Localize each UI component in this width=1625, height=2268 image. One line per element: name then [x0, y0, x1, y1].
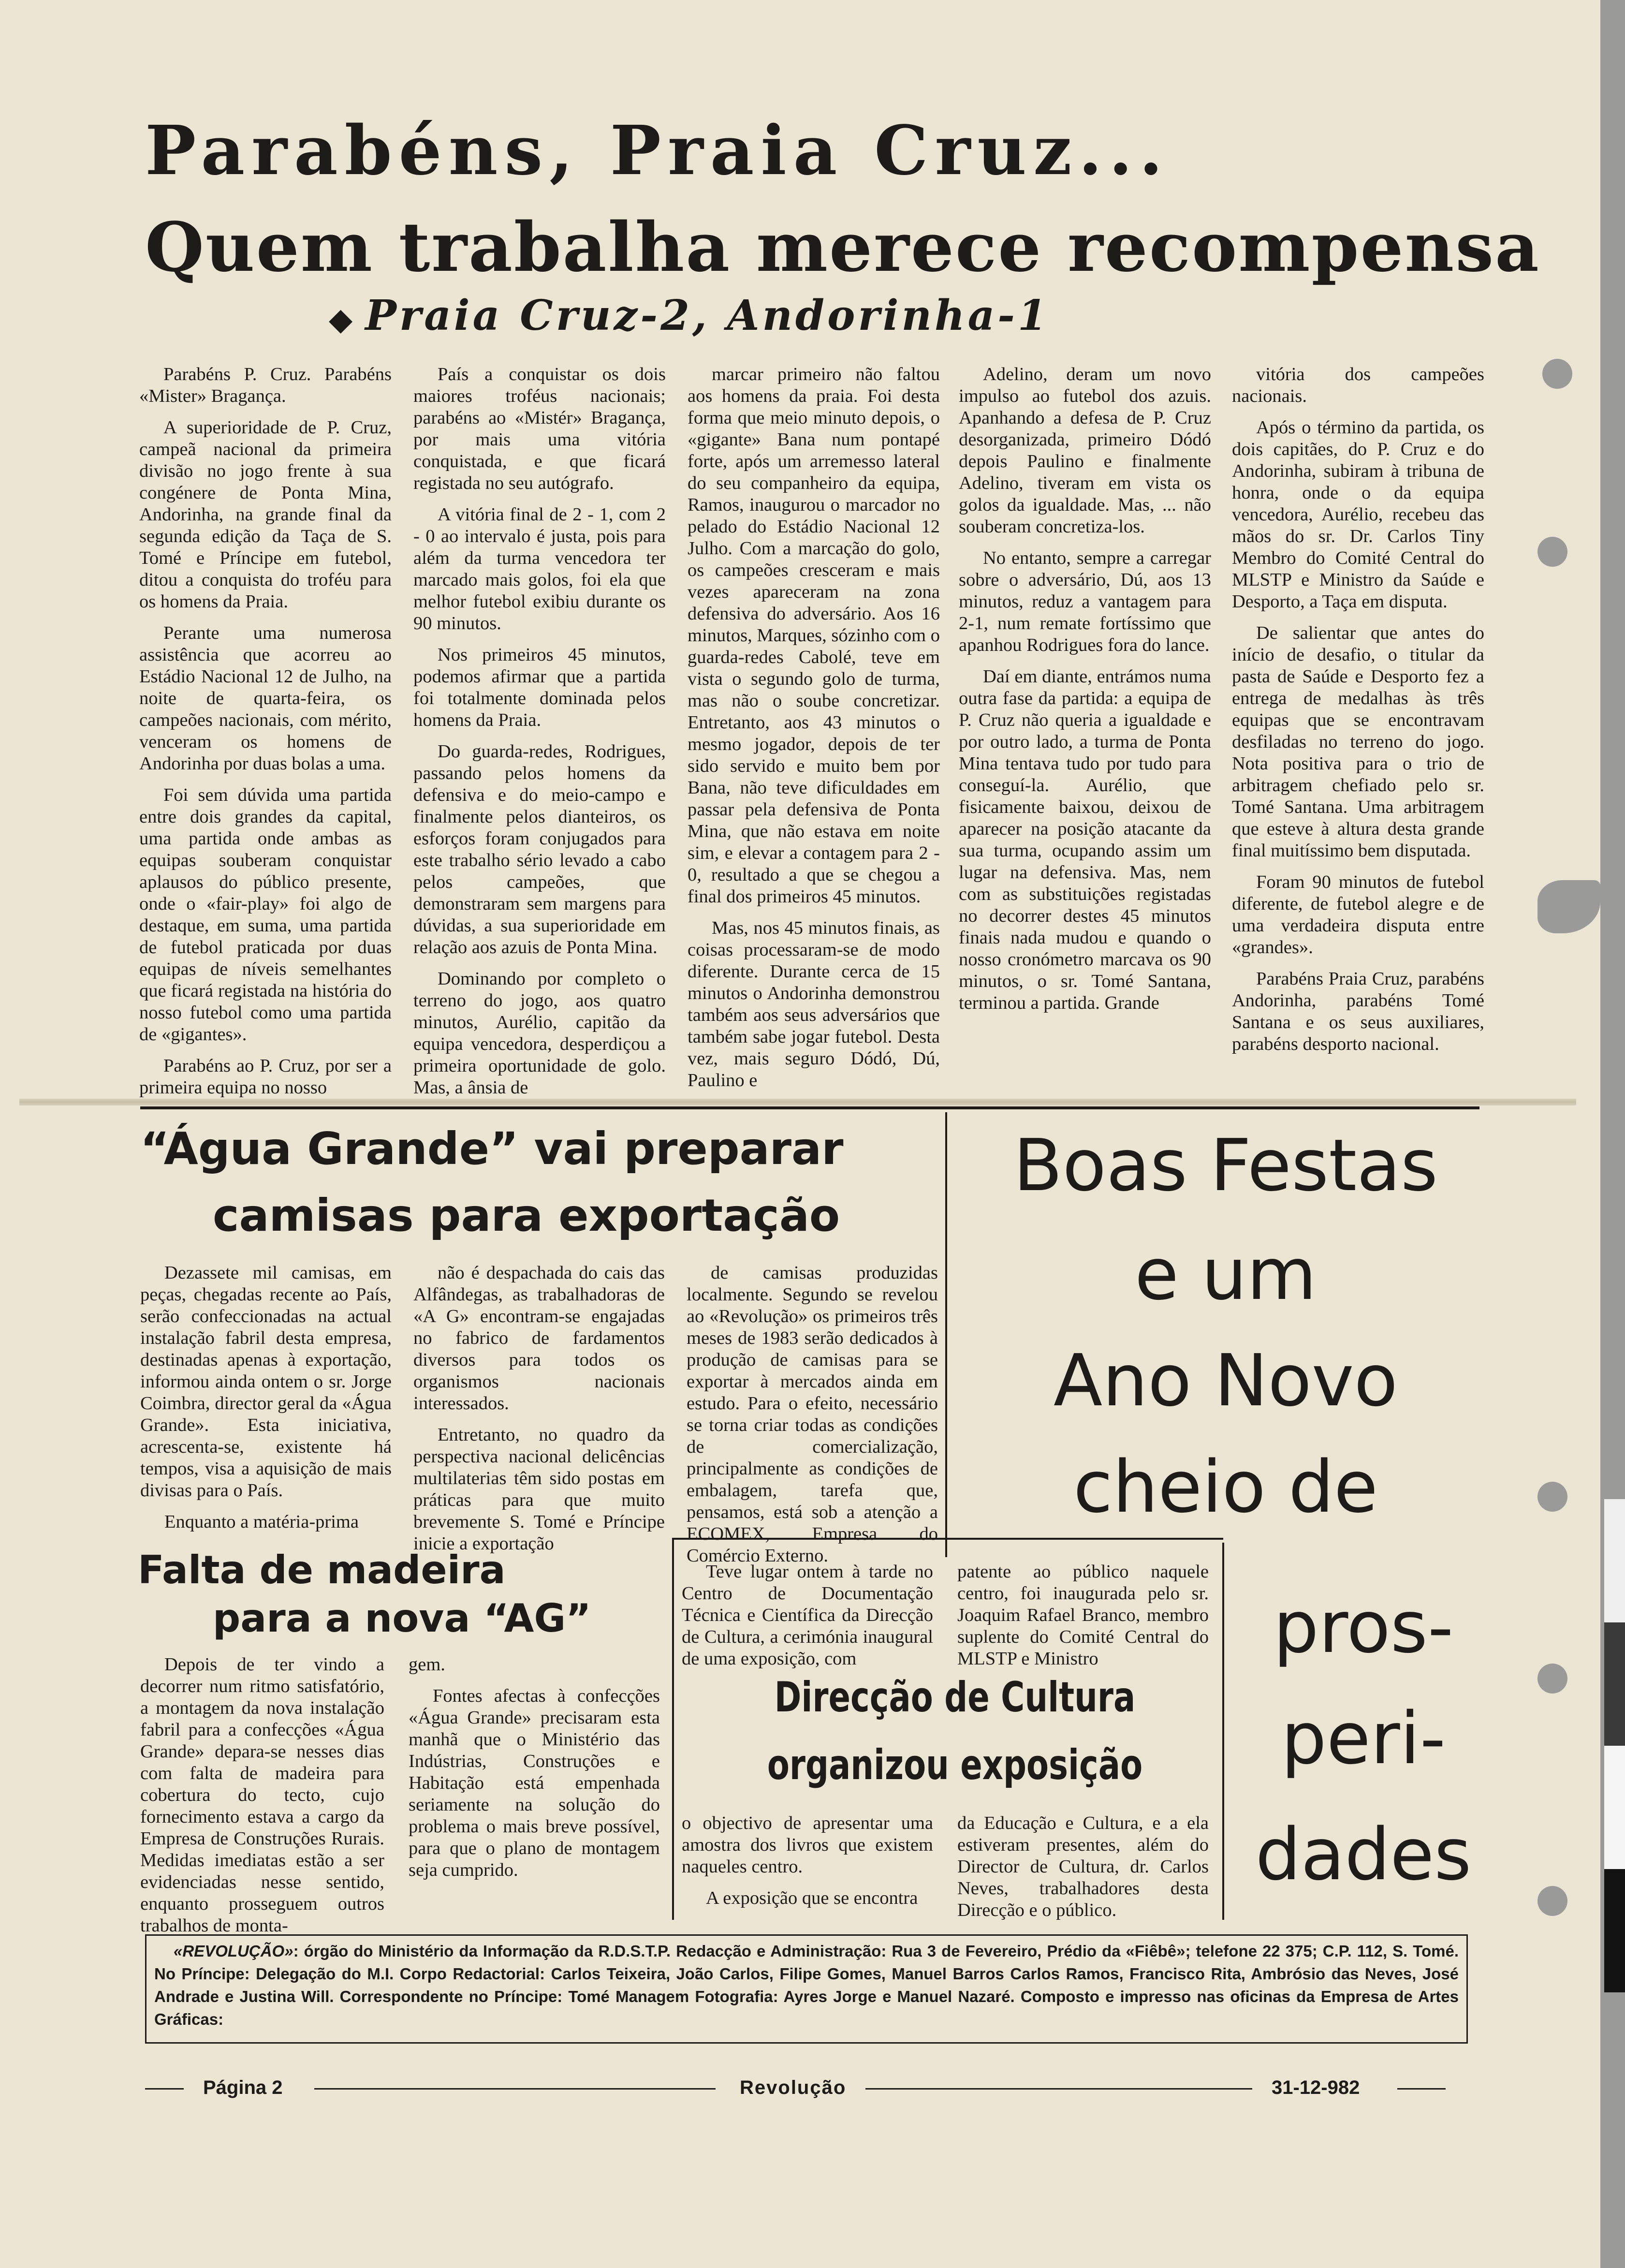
paragraph: Entretanto, no quadro da perspectiva nacional delicências multilaterias têm sido postas em práticas para que muito brevemente S. Tomé e Príncipe inicie a exportação — [413, 1425, 665, 1554]
article1-column3 — [688, 364, 940, 1101]
paragraph: Do guarda-redes, Rodrigues, passando pelos homens da defensiva e do meio-campo e finalmente pelos dianteiros, os esforços foram conjugados para este trabalho sério levado a cabo pelos campeões, que demonstraram sem margens para dúvidas, a sua superioridade em relação aos azuis de Ponta Mina. — [413, 741, 666, 957]
masthead-name: «REVOLUÇÃO» — [174, 1942, 293, 1960]
article2-title-line1: “Água Grande” vai preparar — [140, 1123, 844, 1175]
punch-hole — [1537, 1886, 1567, 1916]
greeting-line6: peri- — [1281, 1697, 1446, 1780]
paragraph: Fontes afectas à confecções «Água Grande» precisaram esta manhã que o Ministério das Indústrias, Construções e Habitação está empenhada seriamente na solução do problema o mais breve possível, para que o plano de montagem seja cumprido. — [409, 1686, 660, 1880]
greeting-line3: Ano Novo — [1053, 1339, 1398, 1422]
article2-column1 — [140, 1262, 392, 1543]
headline-subtitle — [329, 291, 1050, 340]
article2-column3 — [687, 1262, 938, 1576]
paragraph: Mas, nos 45 minutos finais, as coisas processaram-se de modo diferente. Durante cerca de 15 minutos o Andorinha demonstrou também aos seus adversários que também sabe jogar futebol. Desta vez, mais seguro Dódó, Dú, Paulino e — [688, 918, 940, 1090]
article4-title-line2: organizou exposição — [767, 1741, 1143, 1789]
punch-hole — [1537, 1664, 1567, 1694]
paragraph: o objectivo de apresentar uma amostra dos livros que existem naqueles centro. — [682, 1813, 933, 1877]
paragraph: Foram 90 minutos de futebol diferente, de futebol alegre e de uma verdadeira disputa entre «grandes». — [1232, 872, 1484, 957]
paragraph: Parabéns P. Cruz. Parabéns «Mister» Bragança. — [139, 364, 392, 406]
paragraph: A superioridade de P. Cruz, campeã nacional da primeira divisão no jogo frente à sua congénere de Ponta Mina, Andorinha, na grande final da segunda edição da Taça de S. Tomé e Príncipe em futebol, ditou a conquista do troféu para os homens da Praia. — [139, 417, 392, 612]
punch-hole — [1537, 537, 1567, 567]
masthead-text: : órgão do Ministério da Informação da R.D.S.T.P. Redacção e Administração: Rua 3 de Fevereiro, Prédio da «Fiêbê»; telefone 22 375; C.P. 112, S. Tomé. No Príncipe: Delegação do M.I. Corpo Redactorial: Carlos Teixeira, João Carlos, Filipe Gomes, Manuel Barros Carlos Ramos, Francisco Rita, Ambrósio das Neves, José Andrade e Justina Will. Correspondente no Príncipe: Tomé Managem Fotografia: Ayres Jorge e Manuel Nazaré. Composto e impresso nas oficinas da Empresa de Artes Gráficas: — [154, 1942, 1459, 2028]
article1-column4 — [959, 364, 1211, 1024]
article1-column5 — [1232, 364, 1484, 1065]
paragraph: patente ao público naquele centro, foi inaugurada pelo sr. Joaquim Rafael Branco, membro suplente do Comité Central do MLSTP e Ministro — [957, 1561, 1209, 1669]
paragraph: Adelino, deram um novo impulso ao futebol dos azuis. Apanhando a defesa de P. Cruz desorganizada, primeiro Dódó depois Paulino e finalmente Adelino, tiveram em vista os golos da igualdade. Mas, ... não souberam concretiza-los. — [959, 364, 1211, 537]
footer-page-number: Página 2 — [203, 2077, 283, 2098]
paragraph: Foi sem dúvida uma partida entre dois grandes da capital, uma partida onde ambas as equipas souberam conquistar aplausos do público presente, onde o «fair-play» foi algo de destaque, em suma, uma partida de futebol praticada por duas equipas de níveis semelhantes que ficará registada na história do nosso futebol como uma partida de «gigantes». — [139, 785, 392, 1045]
column-rule — [1222, 1543, 1224, 1920]
paragraph: A exposição que se encontra — [706, 1888, 918, 1908]
paragraph: Nos primeiros 45 minutos, podemos afirmar que a partida foi totalmente dominada pelos homens da Praia. — [413, 645, 666, 730]
paragraph: Perante uma numerosa assistência que acorreu ao Estádio Nacional 12 de Julho, na noite de quarta-feira, os campeões nacionais, com mérito, venceram os homens de Andorinha por duas bolas a uma. — [139, 623, 392, 774]
footer-rule — [145, 2088, 184, 2090]
paragraph: de camisas produzidas localmente. Segundo se revelou ao «Revolução» os primeiros três meses de 1983 serão dedicados à produção de camisas para se exportar à mercados ainda em estudo. Para o efeito, necessário se torna criar todas as condições de comercialização, principalmente as condições de embalagem, tarefa que, pensamos, está sob a atenção a ECOMEX, Empresa do Comércio Externo. — [687, 1263, 938, 1566]
masthead-box — [145, 1934, 1468, 2044]
article4-bottom-right — [957, 1812, 1209, 1931]
article4-bottom-left — [682, 1812, 933, 1919]
greeting-line2: e um — [1134, 1233, 1317, 1316]
paragraph: Dominando por completo o terreno do jogo, aos quatro minutos, Aurélio, capitão da equipa vencedora, desperdiçou a primeira oportunidade de golo. Mas, a ânsia de — [413, 969, 666, 1098]
paragraph: gem. — [409, 1654, 445, 1675]
article1-column2 — [413, 364, 666, 1108]
footer-paper-name: Revolução — [740, 2077, 847, 2098]
footer-date: 31-12-982 — [1272, 2077, 1360, 2098]
paragraph: marcar primeiro não faltou aos homens da praia. Foi desta forma que meio minuto depois, o «gigante» Bana num pontapé forte, após um arremesso lateral do seu companheiro da equipa, Ramos, inaugurou o marcador no pelado do Estádio Nacional 12 Julho. Com a marcação do golo, os campeões cresceram e mais vezes apareceram na zona defensiva do adversário. Aos 16 minutos, Marques, sózinho com o guarda-redes Cabolé, teve em vista o segundo golo de turma, mas não o soube concretizar. Entretanto, aos 43 minutos o mesmo jogador, depois de ter sido servido e muito bem por Bana, não teve dificuldades em passar pela defensiva de Ponta Mina, que não estava em noite sim, e elevar a contagem para 2 - 0, resultado a que se chegou a final dos primeiros 45 minutos. — [688, 364, 940, 907]
article3-column1 — [140, 1654, 384, 1946]
box-rule — [672, 1538, 674, 1920]
article4-top-right — [957, 1561, 1209, 1679]
paragraph: Daí em diante, entrámos numa outra fase da partida: a equipa de P. Cruz não queria a igualdade e por outro lado, a turma de Ponta Mina tentava tudo por tudo para conseguí-la. Aurélio, que fisicamente baixou, deixou de aparecer na posição atacante da sua turma, ocupando assim um lugar na defensiva. Mas, nem com as substituições registadas no decorrer destes 45 minutos finais nada mudou e quando o nosso cronómetro marcava os 90 minutos, o sr. Tomé Santana, terminou a partida. Grande — [959, 666, 1211, 1013]
paragraph: Enquanto a matéria-prima — [164, 1512, 359, 1532]
paragraph: Parabéns Praia Cruz, parabéns Andorinha, parabéns Tomé Santana e os seus auxiliares, parabéns desporto nacional. — [1232, 969, 1484, 1054]
greeting-line7: dades — [1255, 1813, 1472, 1896]
column-rule — [945, 1112, 947, 1557]
article3-title-line1: Falta de madeira — [138, 1547, 506, 1592]
paragraph: da Educação e Cultura, e a ela estiveram presentes, além do Director de Cultura, dr. Carlos Neves, trabalhadores desta Direcção e o público. — [957, 1813, 1209, 1920]
paragraph: De salientar que antes do início de desafio, o titular da pasta de Saúde e Desporto fez a entrega de medalhas às três equipas que se encontravam desfiladas no terreno do jogo. Nota positiva para o trio de arbitragem chefiado pelo sr. Tomé Santana. Uma arbitragem que esteve à altura desta grande final muitíssimo bem disputada. — [1232, 623, 1484, 861]
greeting-line5: pros- — [1273, 1586, 1454, 1669]
match-score: Praia Cruz-2, Andorinha-1 — [365, 291, 1050, 340]
color-scale-bar — [1604, 1499, 1625, 1992]
paragraph: Após o término da partida, os dois capitães, do P. Cruz e do Andorinha, subiram à tribuna de honra, onde o da equipa vencedora, Aurélio, recebeu das mãos do sr. Dr. Carlos Tiny Membro do Comité Central do MLSTP e Ministro da Saúde e Desporto, a Taça em disputa. — [1232, 417, 1484, 612]
article4-top-left — [682, 1561, 933, 1679]
headline-line2: Quem trabalha merece recompensa — [145, 208, 1540, 287]
greeting-line4: cheio de — [1073, 1445, 1378, 1529]
article2-column2 — [413, 1262, 665, 1564]
greeting-line1: Boas Festas — [1013, 1124, 1438, 1207]
paragraph: não é despachada do cais das Alfândegas, as trabalhadoras de «A G» encontram-se engajadas no fabrico de fardamentos diversos para todos os organismos nacionais interessados. — [413, 1263, 665, 1414]
article1-column1 — [139, 364, 392, 1108]
footer-rule — [314, 2088, 716, 2090]
paragraph: Depois de ter vindo a decorrer num ritmo satisfatório, a montagem da nova instalação fabril para a confecções «Água Grande» depara-se nesses dias com falta de madeira para cobertura do tecto, cujo fornecimento estava a cargo da Empresa de Construções Rurais. Medidas imediatas estão a ser evidenciadas nesse sentido, enquanto prosseguem outros trabalhos de monta- — [140, 1654, 384, 1936]
footer-rule — [865, 2088, 1252, 2090]
article2-title-line2: camisas para exportação — [213, 1190, 840, 1241]
paragraph: Parabéns ao P. Cruz, por ser a primeira equipa no nosso — [139, 1056, 392, 1098]
punch-hole — [1537, 1482, 1567, 1512]
article4-title-line1: Direcção de Cultura — [774, 1673, 1136, 1722]
paragraph: País a conquistar os dois maiores troféus nacionais; parabéns ao «Mistér» Bragança, por mais uma vitória conquistada, e que ficará registada no seu autógrafo. — [413, 364, 666, 493]
paragraph: Teve lugar ontem à tarde no Centro de Documentação Técnica e Científica da Direcção de Cultura, a cerimónia inaugural de uma exposição, com — [682, 1561, 933, 1669]
section-rule — [140, 1106, 1479, 1109]
paragraph: Dezassete mil camisas, em peças, chegadas recente ao País, serão confeccionadas na actual instalação fabril desta empresa, destinadas apenas à exportação, informou ainda ontem o sr. Jorge Coimbra, director geral da «Água Grande». Esta iniciativa, acrescenta-se, existente há tempos, visa a aquisição de mais divisas para o País. — [140, 1263, 392, 1501]
punch-hole — [1542, 359, 1572, 389]
diamond-icon: ◆ — [329, 301, 356, 338]
article3-title-line2: para a nova “AG” — [213, 1596, 591, 1641]
headline-line1: Parabéns, Praia Cruz... — [145, 111, 1170, 191]
paragraph: A vitória final de 2 - 1, com 2 - 0 ao intervalo é justa, pois para além da turma vencedora ter marcado mais golos, foi ela que melhor futebol exibiu durante os 90 minutos. — [413, 504, 666, 633]
paragraph: vitória dos campeões nacionais. — [1232, 364, 1484, 406]
footer-rule — [1397, 2088, 1446, 2090]
article3-column2 — [409, 1654, 660, 1891]
paragraph: No entanto, sempre a carregar sobre o adversário, Dú, aos 13 minutos, reduz a vantagem para 2-1, num remate fortíssimo que apanhou Rodrigues fora do lance. — [959, 548, 1211, 655]
